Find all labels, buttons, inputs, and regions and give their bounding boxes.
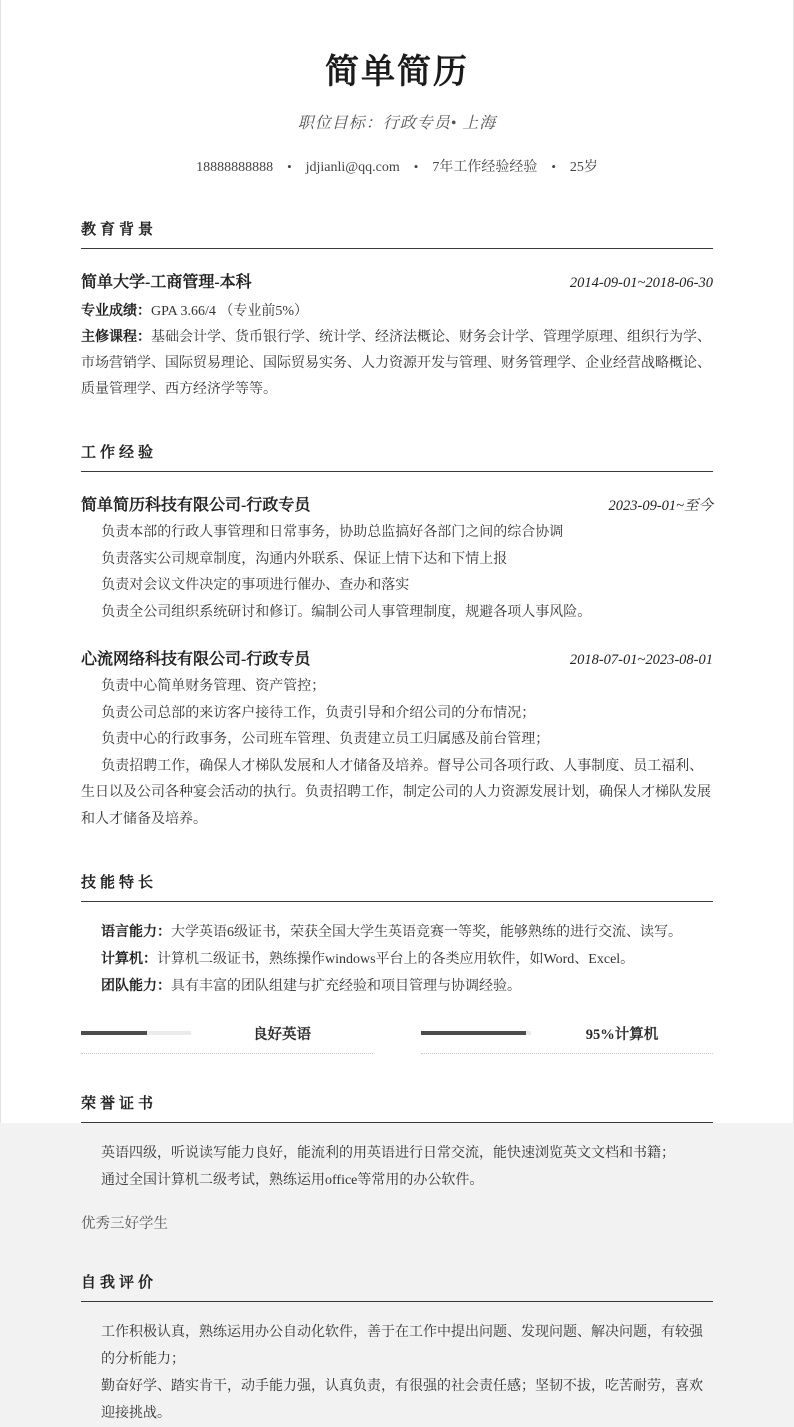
skill-label: 计算机：	[101, 952, 157, 967]
contact-experience: 7年工作经验经验	[432, 160, 538, 175]
progress-bar-fill	[81, 1031, 147, 1035]
section-heading-honors: 荣誉证书	[81, 1092, 713, 1123]
job-entry	[81, 646, 713, 833]
section-experience	[81, 441, 713, 833]
section-evaluation	[81, 1271, 713, 1427]
section-heading-evaluation: 自我评价	[81, 1271, 713, 1302]
evaluation-paragraph: 勤奋好学、踏实肯干，动手能力强，认真负责，有很强的社会责任感；坚韧不拔，吃苦耐劳，喜欢迎接挑战。	[101, 1379, 703, 1421]
contact-age: 25岁	[569, 160, 598, 175]
school-name: 简单大学-工商管理-本科	[81, 274, 252, 291]
contact-email: jdjianli@qq.com	[305, 160, 400, 175]
duty-line: 负责中心的行政事务，公司班车管理、负责建立员工归属感及前台管理；	[101, 732, 550, 747]
page-title: 简单简历	[325, 54, 469, 91]
courses-label: 主修课程：	[81, 330, 151, 345]
bullet-separator-icon: •	[551, 159, 556, 174]
job-objective: 职位目标：行政专员• 上海	[297, 115, 497, 132]
skill-bar-english	[81, 1024, 373, 1054]
skill-label: 语言能力：	[101, 925, 171, 940]
duty-line: 负责招聘工作，确保人才梯队发展和人才储备及培养。督导公司各项行政、人事制度、员工福利、生日以及公司各种宴会活动的执行。负责招聘工作，制定公司的人力资源发展计划，确保人才梯队发展和人才储备及培养。	[81, 758, 711, 827]
job-entry	[81, 492, 713, 626]
skill-bars-row	[81, 1024, 713, 1054]
section-heading-experience: 工作经验	[81, 441, 713, 472]
skill-bar-line	[81, 1024, 373, 1042]
section-heading-skills: 技能特长	[81, 871, 713, 902]
skill-bar-label: 95%计算机	[585, 1026, 659, 1043]
honor-line: 英语四级，听说读写能力良好，能流利的用英语进行日常交流，能快速浏览英文文档和书籍；	[101, 1146, 675, 1161]
courses-text: 基础会计学、货币银行学、统计学、经济法概论、财务会计学、管理学原理、组织行为学、市场营销学、国际贸易理论、国际贸易实务、人力资源开发与管理、财务管理学、企业经营战略概论、质量管理学、西方经济学等等。	[81, 330, 711, 397]
skill-line	[81, 973, 713, 1000]
evaluation-paragraphs	[81, 1319, 713, 1427]
skill-text: 计算机二级证书，熟练操作windows平台上的各类应用软件，如Word、Excel。	[157, 952, 635, 967]
evaluation-paragraph: 工作积极认真，熟练运用办公自动化软件，善于在工作中提出问题、发现问题、解决问题，有较强的分析能力；	[101, 1325, 703, 1367]
job-duties	[81, 674, 713, 833]
contact-line	[81, 156, 713, 176]
job-entry-header	[81, 646, 713, 669]
progress-bar-fill	[421, 1031, 526, 1035]
section-skills	[81, 871, 713, 1054]
job-duties	[81, 520, 713, 626]
progress-bar-track	[81, 1031, 191, 1035]
education-entry	[81, 269, 713, 292]
company-position: 心流网络科技有限公司-行政专员	[81, 651, 311, 668]
courses-line	[81, 325, 713, 403]
skill-label: 团队能力：	[101, 979, 171, 994]
skill-bar-computer	[421, 1024, 713, 1054]
skill-bar-label: 良好英语	[253, 1026, 311, 1043]
honor-lines	[81, 1140, 713, 1194]
section-education	[81, 218, 713, 403]
skill-lines	[81, 919, 713, 1000]
job-entry-header	[81, 492, 713, 515]
progress-bar-track	[421, 1031, 531, 1035]
duty-line: 负责落实公司规章制度，沟通内外联系、保证上情下达和下情上报	[101, 551, 508, 567]
honor-line: 通过全国计算机二级考试，熟练运用office等常用的办公软件。	[101, 1173, 484, 1188]
duty-line: 负责本部的行政人事管理和日常事务，协助总监搞好各部门之间的综合协调	[101, 525, 564, 540]
gpa-line	[81, 299, 713, 325]
dotted-divider	[81, 1053, 373, 1054]
bullet-separator-icon: •	[413, 159, 419, 174]
duty-line: 负责中心简单财务管理、资产管控；	[101, 679, 326, 694]
gpa-label: 专业成绩：	[81, 304, 151, 319]
education-date-range: 2014-09-01~2018-06-30	[569, 275, 713, 291]
dotted-divider	[421, 1053, 713, 1054]
honor-extra: 优秀三好学生	[81, 1216, 168, 1232]
skill-text: 具有丰富的团队组建与扩充经验和项目管理与协调经验。	[171, 979, 521, 994]
duty-line: 负责公司总部的来访客户接待工作，负责引导和介绍公司的分布情况；	[101, 705, 536, 721]
duty-line: 负责对会议文件决定的事项进行催办、查办和落实	[101, 578, 410, 593]
section-honors	[81, 1092, 713, 1233]
gpa-value: GPA 3.66/4 （专业前5%）	[151, 304, 309, 319]
skill-line	[81, 919, 713, 946]
skill-bar-line	[421, 1024, 713, 1042]
job-date-range: 2018-07-01~2023-08-01	[569, 652, 713, 668]
section-heading-education: 教育背景	[81, 218, 713, 249]
company-position: 简单简历科技有限公司-行政专员	[81, 497, 311, 514]
duty-line: 负责全公司组织系统研讨和修订。编制公司人事管理制度，规避各项人事风险。	[101, 604, 592, 620]
skill-text: 大学英语6级证书，荣获全国大学生英语竞赛一等奖，能够熟练的进行交流、读写。	[171, 925, 682, 940]
contact-phone: 18888888888	[196, 160, 274, 175]
job-date-range: 2023-09-01~至今	[608, 498, 713, 514]
bullet-separator-icon: •	[287, 159, 292, 174]
skill-line	[81, 946, 713, 973]
